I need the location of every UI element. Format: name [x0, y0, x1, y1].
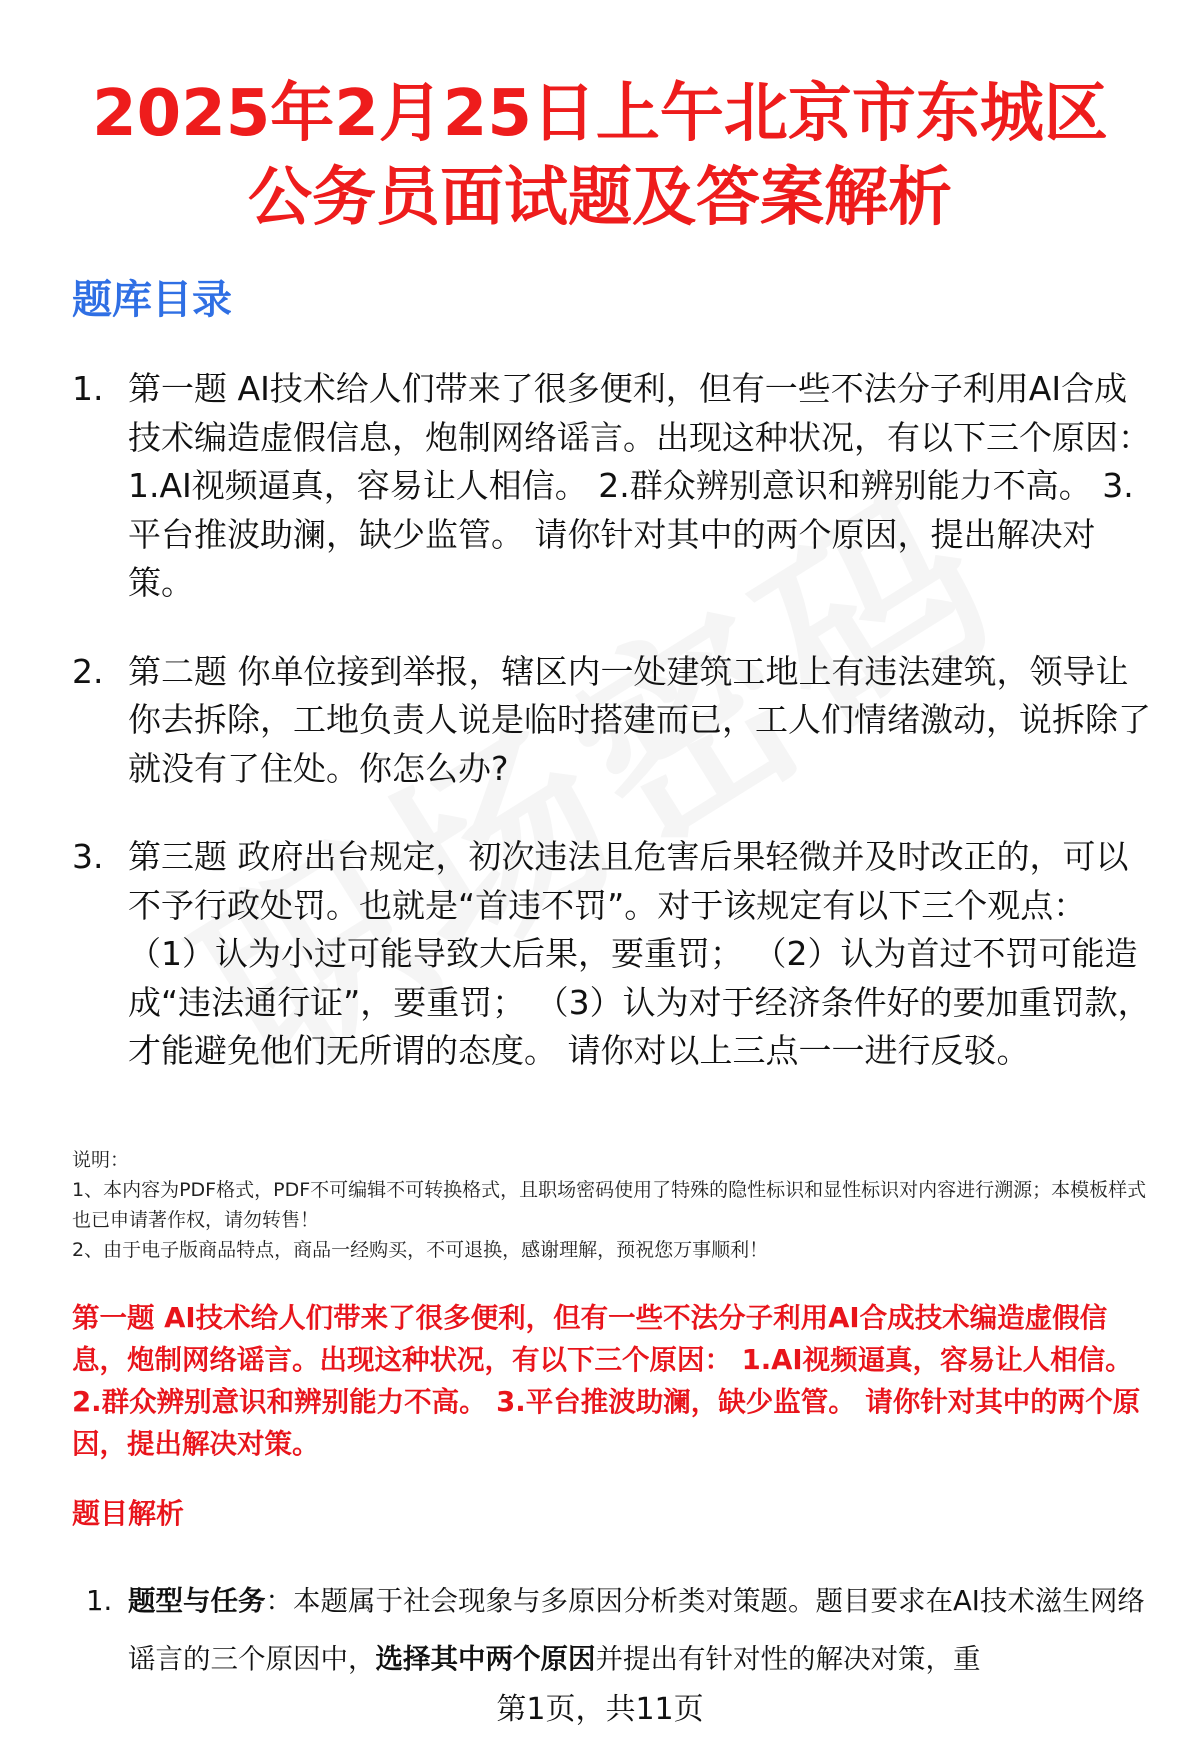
toc-item [72, 365, 1152, 608]
toc-item-text: 第二题 你单位接到举报，辖区内一处建筑工地上有违法建筑，领导让你去拆除，工地负责人说是临时搭建而已，工人们情绪激动，说拆除了就没有了住处。你怎么办? [128, 651, 1151, 788]
analysis-heading: 题目解析 [72, 1497, 185, 1530]
title-line-2: 公务员面试题及答案解析 [248, 161, 952, 235]
toc-item-text: 第一题 AI技术给人们带来了很多便利，但有一些不法分子利用AI合成技术编造虚假信息，炮制网络谣言。出现这种状况，有以下三个原因： 1.AI视频逼真，容易让人相信。 2.群众辨别意识和辨别能力不高。 3.平台推波助澜，缺少监管。 请你针对其中的两个原因，提出解决对策。 [128, 369, 1151, 602]
notes-line-2: 2、由于电子版商品特点，商品一经购买，不可退换，感谢理解，预祝您万事顺利！ [72, 1239, 769, 1261]
analysis-item-number: 1. [86, 1585, 113, 1617]
question-1-text: 第一题 AI技术给人们带来了很多便利，但有一些不法分子利用AI合成技术编造虚假信息，炮制网络谣言。出现这种状况，有以下三个原因： 1.AI视频逼真，容易让人相信。 2.群众辨别意识和辨别能力不高。 3.平台推波助澜，缺少监管。 请你针对其中的两个原因，提出解决对策。 [72, 1302, 1141, 1460]
notes-section [72, 1145, 1162, 1265]
title-line-1: 2025年2月25日上午北京市东城区 [92, 77, 1108, 151]
toc-item [72, 833, 1152, 1076]
toc-item-number: 1. [72, 369, 104, 408]
analysis-list [86, 1572, 1146, 1688]
document-title [40, 72, 1160, 240]
analysis-item [86, 1572, 1146, 1688]
toc-heading: 题库目录 [72, 277, 232, 323]
notes-line-1: 1、本内容为PDF格式，PDF不可编辑不可转换格式，且职场密码使用了特殊的隐性标识和显性标识对内容进行溯源；本模板样式也已申请著作权，请勿转售！ [72, 1179, 1147, 1231]
toc-item-number: 2. [72, 651, 104, 691]
analysis-item-bold-1: 题型与任务 [128, 1585, 266, 1617]
analysis-item-text-1: ：本题属于社会现象与多原因分析类对策题。题目要求在AI技术滋生网络谣言的三个原因中， [128, 1585, 1145, 1675]
toc-item [72, 648, 1152, 794]
notes-label: 说明： [72, 1149, 130, 1171]
analysis-item-text-2: 并提出有针对性的解决对策，重 [595, 1643, 981, 1675]
toc-item-text: 第三题 政府出台规定，初次违法且危害后果轻微并及时改正的，可以不予行政处罚。也就是“首违不罚”。对于该规定有以下三个观点： （1）认为小过可能导致大后果，要重罚； （2）认为首过不罚可能造成“违法通行证”，要重罚； （3）认为对于经济条件好的要加重罚款，才能避免他们无所谓的态度。 请你对以上三点一一进行反驳。 [128, 837, 1151, 1070]
analysis-item-bold-2: 选择其中两个原因 [375, 1643, 596, 1675]
page-number: 第1页，共11页 [496, 1692, 704, 1727]
toc-list [72, 365, 1152, 1116]
toc-item-number: 3. [72, 837, 104, 876]
